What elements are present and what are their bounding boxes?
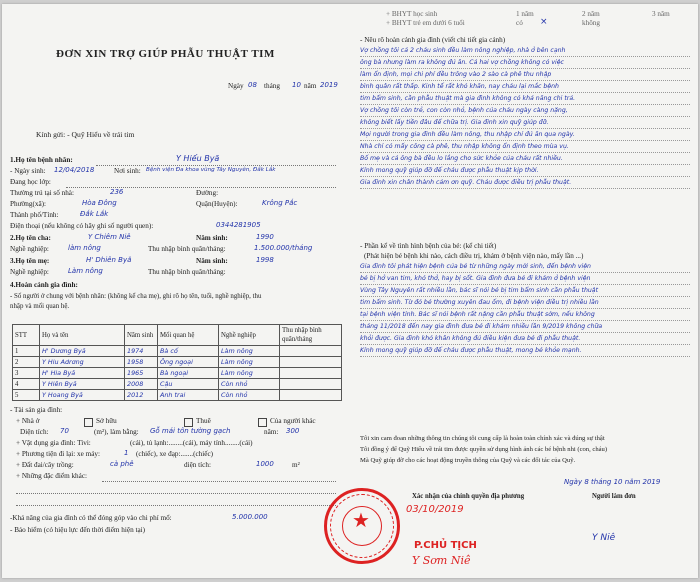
pob-value: Bệnh viện Đa khoa vùng Tây Nguyên, Đắk Lắk xyxy=(146,167,276,173)
dob-label: - Ngày sinh: xyxy=(10,167,46,175)
pob-label: Nơi sinh: xyxy=(114,167,141,175)
table-cell: 2012 xyxy=(125,390,158,401)
family-note-1: - Số người ở chung với bệnh nhân: (không kể cha mẹ), ghi rõ họ tên, tuổi, nghề nghiệp, thu xyxy=(10,293,262,300)
dob-value: 12/04/2018 xyxy=(54,166,95,174)
handwritten-line: tim bẩm sinh. Từ đó bé thường xuyên đau ốm, đi bệnh viện điều trị nhiều lần xyxy=(360,299,599,306)
house-label: + Nhà ở xyxy=(16,417,40,425)
table-cell: 1958 xyxy=(125,357,158,368)
col-income: Thu nhập bình quân/tháng xyxy=(280,325,342,346)
date-year-label: năm xyxy=(304,82,317,90)
father-job: làm nông xyxy=(68,244,101,252)
local-confirm-label: Xác nhận của chính quyền địa phương xyxy=(412,493,525,500)
table-cell: H' Dương Byă xyxy=(40,346,125,357)
table-cell: Bà cố xyxy=(158,346,219,357)
table-cell: 2 xyxy=(13,357,40,368)
handwritten-line: bé bị hở van tim, khó thở, hay bị sốt. Gia đình đưa bé đi khám ở bệnh viện xyxy=(360,275,591,282)
land-unit: m² xyxy=(292,461,300,469)
handwritten-line: Bố mẹ và cả ông bà đều lo lắng cho sức khỏe của cháu rất nhiều. xyxy=(360,155,563,162)
land-label: + Đất đai/cây trồng: xyxy=(16,461,74,469)
disease-sublabel: (Phát hiện bé bệnh khi nào, cách điều trị, khám ở bệnh viện nào, mấy lần ...) xyxy=(364,252,584,260)
patient-name: Y Hiếu Byă xyxy=(176,154,220,163)
family-table-header xyxy=(13,325,342,346)
table-row xyxy=(13,368,342,379)
right-column xyxy=(346,4,696,578)
commitment-2: Tôi đồng ý để Quỹ Hiểu về trái tim được quyền sử dụng hình ảnh các bé bệnh nhi (con, cháu) xyxy=(360,446,608,453)
table-cell: 4 xyxy=(13,379,40,390)
col-year: Năm sinh xyxy=(125,325,158,346)
mother-income-label: Thu nhập bình quân/tháng: xyxy=(148,268,226,276)
other-owner-label: Của người khác xyxy=(270,417,316,425)
ward-value: Hòa Đông xyxy=(82,199,117,207)
district-label: Quận(Huyện): xyxy=(196,200,238,208)
phone-value: 0344281905 xyxy=(216,221,261,229)
family-table xyxy=(12,324,342,401)
handwritten-line: không biết lấy tiền đâu để chữa trị. Gia đình xin quỹ giúp đỡ. xyxy=(360,119,549,126)
house-material: Gỗ mái tôn tường gạch xyxy=(150,427,231,435)
rent-label: Thuê xyxy=(196,417,211,425)
other-features-label: + Những đặc điểm khác: xyxy=(16,472,88,480)
seal-star-icon: ★ xyxy=(352,510,370,532)
own-label: Sở hữu xyxy=(96,417,117,425)
commitment-3: Mà Quỹ giúp đỡ cho các hoạt động truyền thông của Quỹ và các đối tác của Quỹ. xyxy=(360,457,576,464)
sign-date: Ngày 8 tháng 10 năm 2019 xyxy=(564,478,661,486)
table-cell: Y Hiu Adrơng xyxy=(40,357,125,368)
table-row xyxy=(13,379,342,390)
left-column xyxy=(6,4,342,578)
vehicle-value: 1 xyxy=(124,449,129,457)
table-cell: 3 xyxy=(13,368,40,379)
applicant-signature: Y Niê xyxy=(592,533,616,543)
table-cell: Bà ngoại xyxy=(158,368,219,379)
stamp-date: 03/10/2019 xyxy=(406,504,464,515)
bhyt-hs-label: + BHYT học sinh xyxy=(386,10,438,18)
phone-label: Điện thoại (nếu không có hãy ghi số người quen): xyxy=(10,222,154,230)
land-area: 1000 xyxy=(256,460,274,468)
addressee: Kính gửi: - Quỹ Hiểu về trái tim xyxy=(36,130,135,139)
handwritten-line: Vùng Tây Nguyên rất nhiều lần, bác sĩ nói bé bị tim bẩm sinh cần phẫu thuật xyxy=(360,287,599,294)
col-relation: Mối quan hệ xyxy=(158,325,219,346)
date-day: 08 xyxy=(248,81,257,89)
form-title: ĐƠN XIN TRỢ GIÚP PHẪU THUẬT TIM xyxy=(56,48,275,60)
handwritten-line: Mọi người trong gia đình đều làm nông, thu nhập chỉ đủ ăn qua ngày. xyxy=(360,131,575,138)
area-label: Diện tích: xyxy=(20,428,49,436)
table-cell: Y Hiên Byă xyxy=(40,379,125,390)
table-cell: Làm nông xyxy=(219,368,280,379)
assets-section: - Tài sản gia đình: xyxy=(10,406,63,414)
col-job: Nghề nghiệp xyxy=(219,325,280,346)
mother-section: 3.Họ tên mẹ: xyxy=(10,257,50,265)
house-year: 300 xyxy=(286,427,300,435)
stamp-name: Y Sơm Niê xyxy=(412,554,471,567)
table-cell: 5 xyxy=(13,390,40,401)
father-section: 2.Họ tên cha: xyxy=(10,234,51,242)
handwritten-line: Vợ chồng tôi còn trẻ, con còn nhỏ, bệnh của cháu ngày càng nặng, xyxy=(360,107,568,114)
handwritten-line: làm ổn định, mọi chi phí đều trông vào 2 sào cà phê thu nhập xyxy=(360,71,552,78)
table-row xyxy=(13,357,342,368)
date-month-label: tháng xyxy=(264,82,280,90)
col-name: Họ và tên xyxy=(40,325,125,346)
rent-checkbox[interactable] xyxy=(184,418,193,427)
vehicle-label: + Phương tiện đi lại: xe máy: xyxy=(16,450,101,458)
own-checkbox[interactable] xyxy=(84,418,93,427)
city-value: Đắk Lắk xyxy=(80,210,109,218)
father-income-label: Thu nhập bình quân/tháng: xyxy=(148,245,226,253)
family-note-2: nhập và mối quan hệ. xyxy=(10,303,70,310)
house-year-label: năm: xyxy=(264,428,279,436)
contribute-label: -Khả năng của gia đình có thể đóng góp vào chi phí mổ: xyxy=(10,514,172,522)
table-cell: Y Hoang Byă xyxy=(40,390,125,401)
year-1b: có xyxy=(516,19,523,27)
handwritten-line: tháng 11/2018 đến nay gia đình đưa bé đi khám nhiều lần 9/2019 không chữa xyxy=(360,323,603,330)
father-year: 1990 xyxy=(256,233,274,241)
handwritten-line: Nhà chỉ có mấy công cà phê, thu nhập không ổn định theo mùa vụ. xyxy=(360,143,569,150)
date-year: 2019 xyxy=(320,81,338,89)
handwritten-line: ông bà nhưng làm ra không đủ ăn. Cả hai vợ chồng không có việc xyxy=(360,59,564,66)
land-area-label: diện tích: xyxy=(184,461,211,469)
mother-name: H' Dhiên Byă xyxy=(86,256,132,264)
handwritten-line: Kính mong quỹ giúp đỡ để cháu được phẫu thuật kịp thời. xyxy=(360,167,539,174)
table-cell: Làm nông xyxy=(219,346,280,357)
application-form xyxy=(2,4,698,578)
insurance-label: - Bảo hiểm (có hiệu lực đến thời điểm hiện tại) xyxy=(10,526,146,534)
stamp-title: P.CHỦ TỊCH xyxy=(414,540,477,551)
handwritten-line: Vợ chồng tôi cả 2 cháu sinh đều làm nông nghiệp, nhà ở bên cạnh xyxy=(360,47,566,54)
father-year-label: Năm sinh: xyxy=(196,234,228,242)
mother-job-label: Nghề nghiệp: xyxy=(10,268,49,276)
official-seal xyxy=(324,488,400,564)
father-job-label: Nghề nghiệp: xyxy=(10,245,49,253)
table-cell: Anh trai xyxy=(158,390,219,401)
disease-label: - Phần kể về tình hình bệnh của bé: (kể chi tiết) xyxy=(360,242,497,250)
table-cell xyxy=(280,379,342,390)
bhyt-check-mark: × xyxy=(540,17,548,27)
furniture-rest: (cái), tủ lạnh:........(cái), máy tính........(cái) xyxy=(130,439,253,447)
family-section: 4.Hoàn cảnh gia đình: xyxy=(10,281,78,289)
table-cell: Còn nhỏ xyxy=(219,379,280,390)
handwritten-line: Kính mong quỹ giúp đỡ để cháu được phẫu thuật, mong bé khỏe mạnh. xyxy=(360,347,582,354)
street-label: Đường: xyxy=(196,189,219,197)
handwritten-line: tim bẩm sinh, cần phẫu thuật mà gia đình không có khả năng chi trả. xyxy=(360,95,576,102)
area-value: 70 xyxy=(60,427,69,435)
land-value: cà phê xyxy=(110,460,134,468)
applicant-label: Người làm đơn xyxy=(592,493,636,500)
table-cell: Còn nhỏ xyxy=(219,390,280,401)
date-month: 10 xyxy=(292,81,301,89)
table-cell: 1974 xyxy=(125,346,158,357)
handwritten-line: khỏi được. Gia đình khó khăn không đủ điều kiện đưa bé đi phẫu thuật. xyxy=(360,335,581,342)
reason-label: - Nêu rõ hoàn cảnh gia đình (viết chi tiết gia cảnh) xyxy=(360,36,506,44)
area-unit: (m²), làm bằng: xyxy=(94,428,139,436)
other-owner-checkbox[interactable] xyxy=(258,418,267,427)
table-row xyxy=(13,346,342,357)
table-cell: Cậu xyxy=(158,379,219,390)
city-label: Thành phố/Tỉnh: xyxy=(10,211,59,219)
vehicle-rest: (chiếc), xe đạp:.......(chiếc) xyxy=(136,450,214,458)
handwritten-line: Gia đình tôi phát hiện bệnh của bé từ những ngày mới sinh, đến bệnh viện xyxy=(360,263,591,270)
father-income: 1.500.000/tháng xyxy=(254,244,313,252)
table-cell: H' Hia Byă xyxy=(40,368,125,379)
year-2: 2 năm xyxy=(582,10,600,18)
address-no: 236 xyxy=(110,188,124,196)
table-cell xyxy=(280,346,342,357)
handwritten-line: bình quân rất thấp. Kinh tế rất khó khăn, nay cháu lại mắc bệnh xyxy=(360,83,559,90)
table-cell: 1965 xyxy=(125,368,158,379)
bhyt-tre-label: + BHYT trẻ em dưới 6 tuổi xyxy=(386,19,465,27)
table-cell: Làm nông xyxy=(219,357,280,368)
table-row xyxy=(13,390,342,401)
col-stt: STT xyxy=(13,325,40,346)
table-cell: Ông ngoại xyxy=(158,357,219,368)
furniture-label: + Vật dụng gia đình: Tivi: xyxy=(16,439,91,447)
handwritten-line: tại bệnh viện tỉnh. Bác sĩ nói bệnh rất nặng cần phẫu thuật sớm, nếu không xyxy=(360,311,595,318)
commitment-1: Tôi xin cam đoan những thông tin chúng tôi cung cấp là hoàn toàn chính xác và đúng sự thật xyxy=(360,435,605,442)
year-2b: không xyxy=(582,19,600,27)
contribute-value: 5.000.000 xyxy=(232,513,268,521)
mother-year: 1998 xyxy=(256,256,274,264)
table-cell xyxy=(280,357,342,368)
table-cell: 1 xyxy=(13,346,40,357)
table-cell: 2008 xyxy=(125,379,158,390)
address-label: Thường trú tại số nhà: xyxy=(10,189,74,197)
ward-label: Phường(xã): xyxy=(10,200,47,208)
table-cell xyxy=(280,368,342,379)
year-1: 1 năm xyxy=(516,10,534,18)
school-label: Đang học lớp: xyxy=(10,178,51,186)
table-cell xyxy=(280,390,342,401)
handwritten-line: Gia đình xin chân thành cảm ơn quỹ. Cháu được điều trị phẫu thuật. xyxy=(360,179,572,186)
year-3: 3 năm xyxy=(652,10,670,18)
mother-job: Làm nông xyxy=(68,267,103,275)
father-name: Y Chiêm Niê xyxy=(88,233,131,241)
date-prefix: Ngày xyxy=(228,82,244,90)
patient-section: 1.Họ tên bệnh nhân: xyxy=(10,156,73,164)
mother-year-label: Năm sinh: xyxy=(196,257,228,265)
district-value: Krông Pắc xyxy=(262,199,298,207)
